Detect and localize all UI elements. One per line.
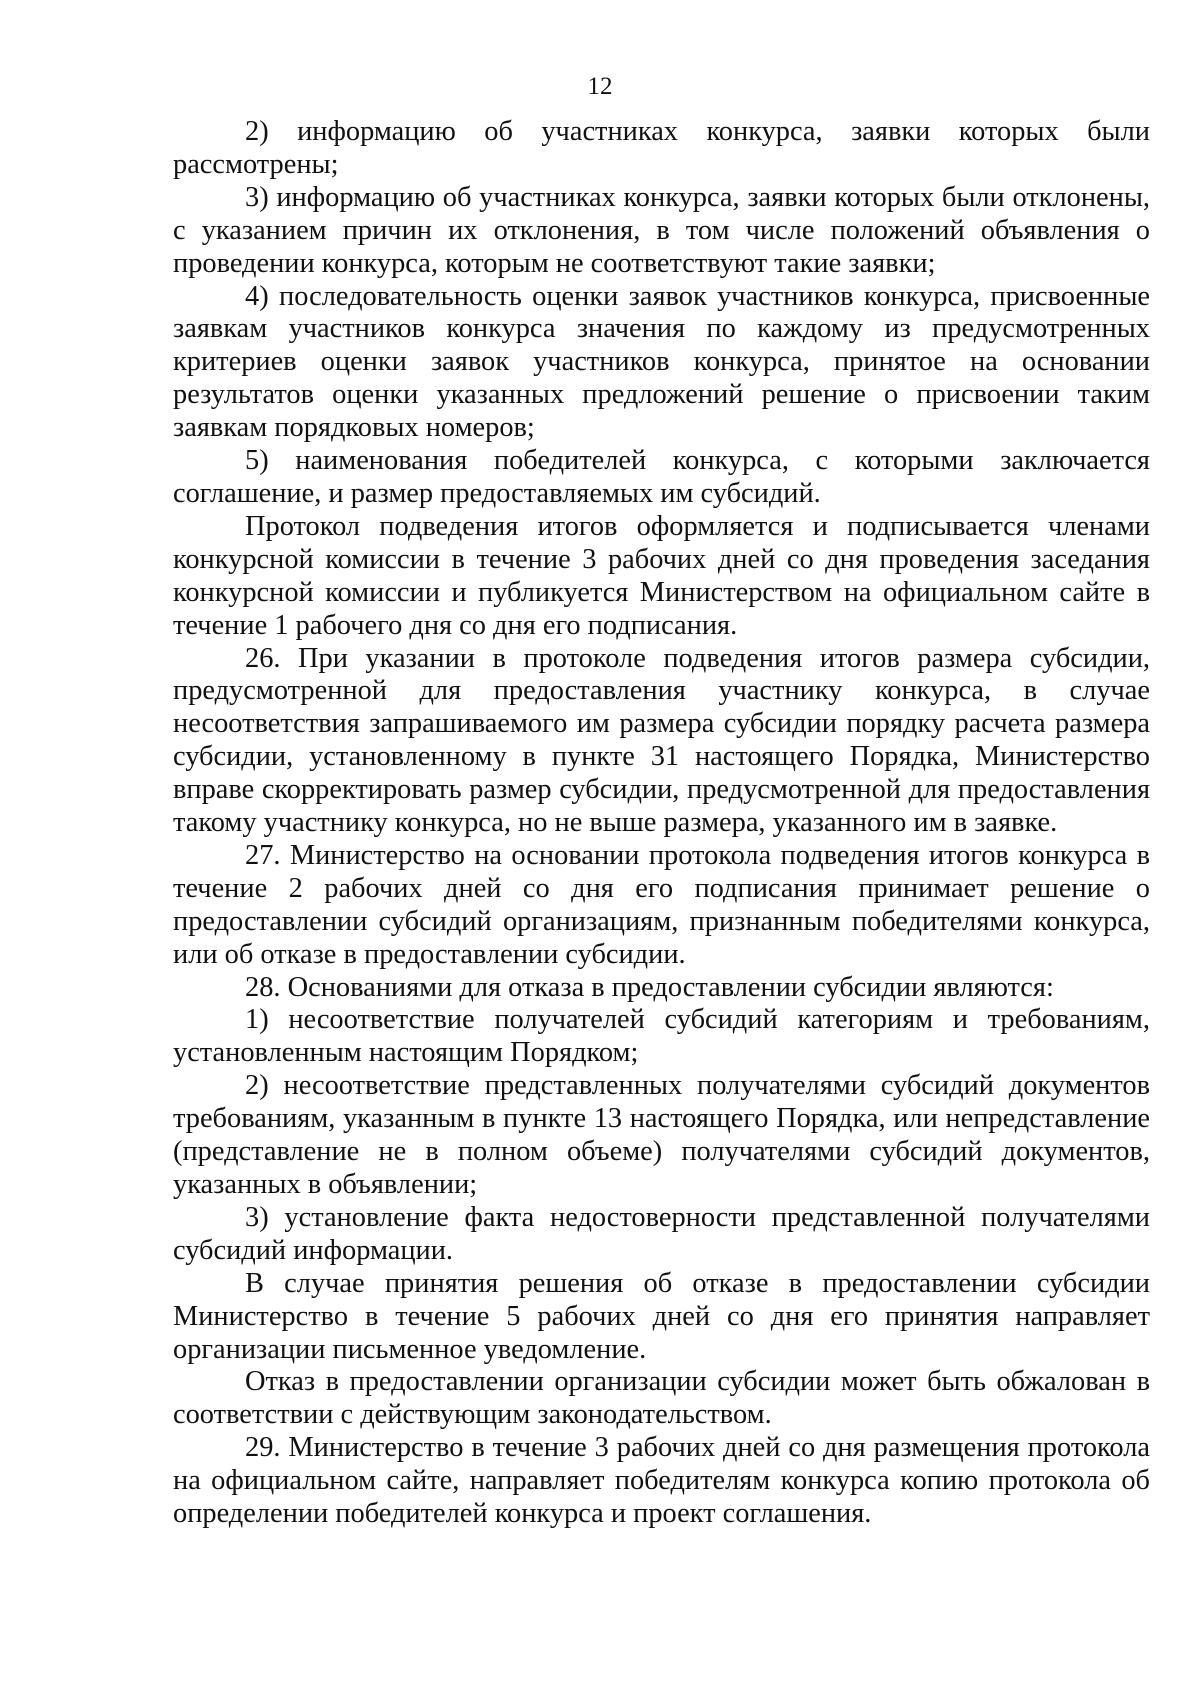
paragraph-refusal-appeal: Отказ в предоставлении организации субсидии может быть обжалован в соответствии с действующим законодательством.	[173, 1366, 1150, 1431]
paragraph-item-3: 3) информацию об участниках конкурса, заявки которых были отклонены, с указанием причин их отклонения, в том числе положений объявления о проведении конкурса, которым не соответствуют такие заявки;	[173, 181, 1150, 279]
paragraph-clause-29: 29. Министерство в течение 3 рабочих дней со дня размещения протокола на официальном сайте, направляет победителям конкурса копию протокола об определении победителей конкурса и проект соглашения.	[173, 1432, 1150, 1530]
paragraph-refusal-reason-3: 3) установление факта недостоверности представленной получателями субсидий информации.	[173, 1201, 1150, 1266]
paragraph-item-5: 5) наименования победителей конкурса, с которыми заключается соглашение, и размер предоставляемых им субсидий.	[173, 445, 1150, 509]
paragraph-clause-27: 27. Министерство на основании протокола подведения итогов конкурса в течение 2 рабочих дней со дня его подписания принимает решение о предоставлении субсидий организациям, признанным победителями конкурса, или об отказе в предоставлении субсидии.	[173, 839, 1150, 970]
page-number: 12	[587, 73, 613, 100]
paragraph-refusal-reason-1: 1) несоответствие получателей субсидий категориям и требованиям, установленным настоящим Порядком;	[173, 1004, 1150, 1069]
paragraph-protocol-signing: Протокол подведения итогов оформляется и подписывается членами конкурсной комиссии в течение 3 рабочих дней со дня проведения заседания конкурсной комиссии и публикуется Министерством на официальном сайте в течение 1 рабочего дня со дня его подписания.	[173, 510, 1150, 641]
paragraph-refusal-notice: В случае принятия решения об отказе в предоставлении субсидии Министерство в течение 5 рабочих дней со дня его принятия направляет организации письменное уведомление.	[173, 1267, 1150, 1365]
paragraph-item-2: 2) информацию об участниках конкурса, заявки которых были рассмотрены;	[173, 116, 1150, 180]
document-body	[173, 116, 1150, 1531]
paragraph-item-4: 4) последовательность оценки заявок участников конкурса, присвоенные заявкам участников конкурса значения по каждому из предусмотренных критериев оценки заявок участников конкурса, принятое на основании результатов оценки указанных предложений решение о присвоении таким заявкам порядковых номеров;	[173, 280, 1150, 444]
paragraph-clause-26: 26. При указании в протоколе подведения итогов размера субсидии, предусмотренной для предоставления участнику конкурса, в случае несоответствия запрашиваемого им размера субсидии порядку расчета размера субсидии, установленному в пункте 31 настоящего Порядка, Министерство вправе скорректировать размер субсидии, предусмотренной для предоставления такому участнику конкурса, но не выше размера, указанного им в заявке.	[173, 642, 1150, 839]
paragraph-refusal-reason-2: 2) несоответствие представленных получателями субсидий документов требованиям, указанным в пункте 13 настоящего Порядка, или непредставление (представление не в полном объеме) получателями субсидий документов, указанных в объявлении;	[173, 1070, 1150, 1200]
paragraph-clause-28: 28. Основаниями для отказа в предоставлении субсидии являются:	[245, 971, 1054, 1003]
